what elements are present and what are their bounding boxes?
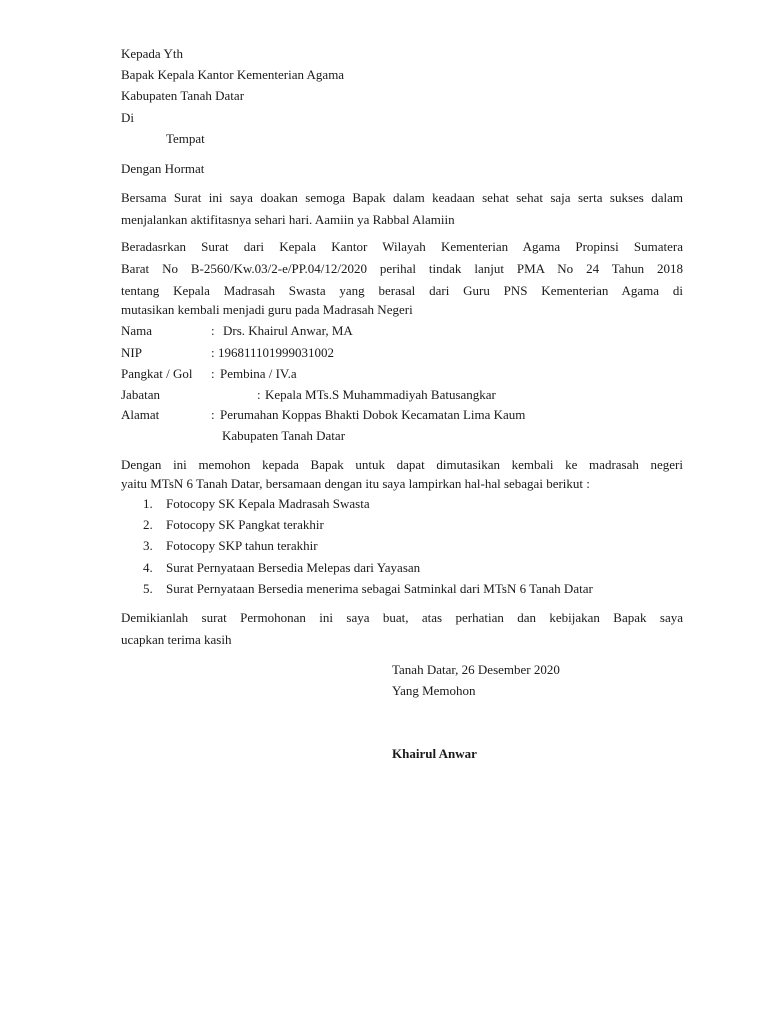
field-colon: : <box>211 323 215 338</box>
paragraph-3-line-2: yaitu MTsN 6 Tanah Datar, bersamaan dengan itu saya lampirkan hal-hal sebagai berikut : <box>121 476 590 491</box>
field-value: Pembina / IV.a <box>220 366 297 381</box>
closing-line-1: Demikianlah surat Permohonan ini saya buat, atas perhatian dan kebijakan Bapak saya <box>121 610 683 625</box>
field-colon: : <box>257 387 261 402</box>
list-number: 5. <box>143 580 153 596</box>
recipient-salutation: Kepada Yth <box>121 46 183 61</box>
field-label: Nama <box>121 323 153 338</box>
paragraph-3-line-1: Dengan ini memohon kepada Bapak untuk dapat dimutasikan kembali ke madrasah negeri <box>121 457 683 472</box>
list-text: Surat Pernyataan Bersedia Melepas dari Yayasan <box>166 559 421 575</box>
closing-line-2: ucapkan terima kasih <box>121 632 232 647</box>
field-label: Pangkat / Gol <box>121 366 193 381</box>
list-number: 2. <box>143 517 153 533</box>
field-value: Kepala MTs.S Muhammadiyah Batusangkar <box>265 387 496 402</box>
field-alamat-line-2: Kabupaten Tanah Datar <box>222 428 346 443</box>
list-text: Fotocopy SK Pangkat terakhir <box>166 517 324 533</box>
paragraph-2-line-1: Beradasrkan Surat dari Kepala Kantor Wilayah Kementerian Agama Propinsi Sumatera <box>121 239 683 254</box>
recipient-tempat: Tempat <box>166 131 205 146</box>
list-number: 4. <box>143 559 153 575</box>
recipient-line-2: Kabupaten Tanah Datar <box>121 88 245 103</box>
field-label: NIP <box>121 345 142 360</box>
paragraph-1: Bersama Surat ini saya doakan semoga Bapak dalam keadaan sehat sehat saja serta sukses dalam menjalankan aktifitasnya sehari hari. Aamiin ya Rabbal Alamiin <box>121 190 683 227</box>
list-number: 1. <box>143 496 153 511</box>
greeting: Dengan Hormat <box>121 161 205 176</box>
signature-place-date: Tanah Datar, 26 Desember 2020 <box>392 662 560 677</box>
field-value: Drs. Khairul Anwar, MA <box>223 323 353 338</box>
field-colon: : <box>211 366 215 381</box>
field-colon: : <box>211 407 215 422</box>
list-number: 3. <box>143 538 153 554</box>
field-label: Alamat <box>121 407 160 422</box>
paragraph-2-line-3: tentang Kepala Madrasah Swasta yang berasal dari Guru PNS Kementerian Agama di <box>121 283 683 298</box>
signature-role: Yang Memohon <box>392 683 476 698</box>
field-value: 196811101999031002 <box>218 345 335 360</box>
list-text: Fotocopy SK Kepala Madrasah Swasta <box>166 496 370 511</box>
list-text: Fotocopy SKP tahun terakhir <box>166 538 318 554</box>
field-label: Jabatan <box>121 387 160 402</box>
field-value: Perumahan Koppas Bhakti Dobok Kecamatan Lima Kaum <box>220 407 526 422</box>
paragraph-2-line-4: mutasikan kembali menjadi guru pada Madrasah Negeri <box>121 302 413 317</box>
paragraph-2-line-2: Barat No B-2560/Kw.03/2-e/PP.04/12/2020 perihal tindak lanjut PMA No 24 Tahun 2018 <box>121 261 683 276</box>
field-colon: : <box>211 345 215 360</box>
recipient-line-1: Bapak Kepala Kantor Kementerian Agama <box>121 67 345 82</box>
recipient-di: Di <box>121 110 134 125</box>
signature-name: Khairul Anwar <box>392 746 477 761</box>
list-text: Surat Pernyataan Bersedia menerima sebagai Satminkal dari MTsN 6 Tanah Datar <box>166 580 593 596</box>
